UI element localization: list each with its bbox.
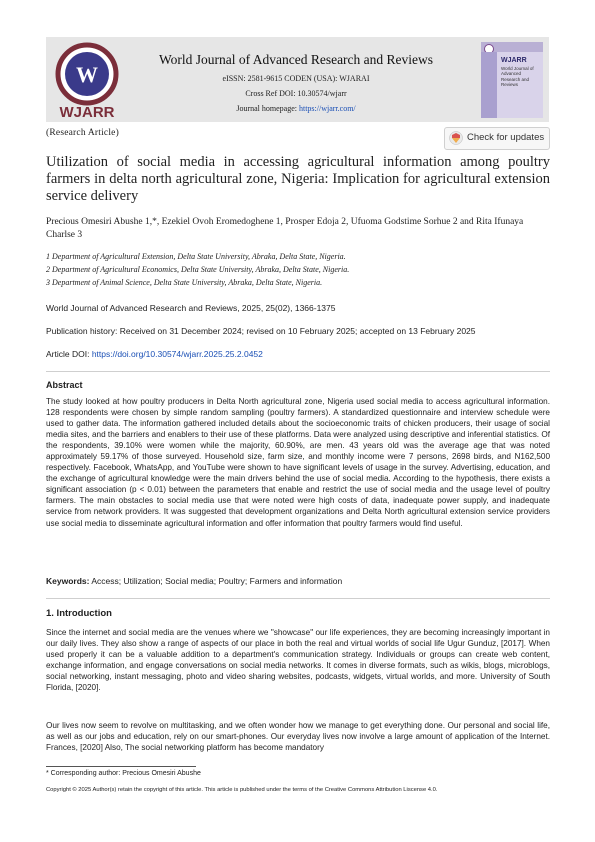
abstract-heading: Abstract [46, 380, 83, 390]
doi-label: Article DOI: [46, 349, 92, 359]
journal-crossref: Cross Ref DOI: 10.30574/wjarr [245, 89, 347, 98]
journal-issn: eISSN: 2581-9615 CODEN (USA): WJARAI [222, 74, 370, 83]
svg-text:WJARR: WJARR [59, 104, 115, 120]
author-list: Precious Omesiri Abushe 1,*, Ezekiel Ovoh Eromedoghene 1, Prosper Edoja 2, Ufuoma Godstime Sorhue 2 and Rita Ifunaya Charlse 3 [46, 217, 524, 240]
publication-history: Publication history: Received on 31 December 2024; revised on 10 February 2025; accepted on 13 February 2025 [46, 326, 476, 336]
svg-text:W: W [76, 62, 98, 87]
affiliation-2: 2 Department of Agricultural Economics, Delta State University, Abraka, Delta State, Nigeria. [46, 265, 350, 274]
article-doi [46, 349, 263, 359]
check-for-updates-button[interactable] [444, 127, 550, 150]
corresponding-author-footnote: * Corresponding author: Precious Omesiri Abushe [46, 770, 201, 777]
keywords [46, 576, 342, 586]
cover-subtitle: World Journal of Advanced Research and Reviews [501, 66, 534, 87]
keywords-list: Access; Utilization; Social media; Poultry; Farmers and information [91, 576, 343, 586]
journal-title: World Journal of Advanced Research and Reviews [158, 52, 434, 67]
intro-paragraph-1: Since the internet and social media are the venues where we "showcase" our life experiences, they are becoming increasingly important in our daily lives. They also show a range of aspects of our place in both the real and virtual worlds of social life Ugur Gunduz, [2017]. When used properly it can be a valuable addition to a department's communication strategy. Individuals or groups can create web content, exchange information, and engage conversations on social media networks. It comes in diverse formats, such as wikis, blogs, microblogs, social networking, instant messaging, photo and video sharing websites, podcasts, widgets, virtual worlds, and more. University of South Florida, [2020]. [46, 628, 550, 693]
doi-link[interactable]: https://doi.org/10.30574/wjarr.2025.25.2.0452 [91, 349, 263, 359]
citation-line: World Journal of Advanced Research and Reviews, 2025, 25(02), 1366-1375 [46, 303, 336, 313]
homepage-label: Journal homepage: [236, 104, 299, 113]
crossmark-icon [449, 131, 463, 145]
cover-side-strip [481, 52, 497, 118]
affiliation-1: 1 Department of Agricultural Extension, Delta State University, Abraka, Delta State, Nigeria. [46, 252, 346, 261]
abstract-body: The study looked at how poultry producers in Delta North agricultural zone, Nigeria used social media to access agricultural information. 128 respondents were chosen by simple random sampling (poultry farmers). A standardized questionnaire and interview schedule were used to gather data. The information gathered included details about the socioeconomic traits of chicken producers, their usage of social media sites, and the barriers and enablers to their use of these platforms. Data were analyzed using descriptive and inferential statistics. Of the respondents, 39.10% were women while the majority, 60.90%, are men. 43 years old was the average age that was noted approximately 59.17% of those surveyed. Household size, farm size, and monthly income were 7 persons, 2698 birds, and N162,500 respectively. Facebook, WhatsApp, and YouTube were shown to have significant levels of usage in the survey. Advertising, education, and the exchange of agricultural knowledge were the main drivers behind the use of social media. According to the hypothesis, there exists a significant association (p < 0.01) between the parameters that enable and restrict the use of social media and the usage level of poultry farmers. The main obstacles to social media use that were noted were high costs of data, inadequate power supply, and inadequate service from network providers. It was suggested that development organizations and Delta North agricultural extension service providers use social media to disseminate agricultural information and offer information that poultry farmers would find useful. [46, 397, 550, 528]
divider-bottom [46, 598, 550, 599]
homepage-link[interactable]: https://wjarr.com/ [298, 104, 356, 113]
footnote-rule [46, 766, 196, 767]
cover-title: WJARR [501, 57, 527, 64]
article-title: Utilization of social media in accessing agricultural information among poultry farmers in delta north agricultural zone, Nigeria: Implication for agricultural extension service delivery [46, 154, 550, 204]
divider-top [46, 371, 550, 372]
intro-paragraph-2: Our lives now seem to revolve on multitasking, and we often wonder how we manage to get everything done. Our personal and social life, as well as our jobs and education, rely on our smart-phones. Our everyday lives now involve a large amount of application of the Internet. Frances, [2020] Also, The social networking platform has become mandatory [46, 721, 550, 753]
check-for-updates-label: Check for updates [467, 132, 545, 143]
journal-homepage [126, 104, 466, 113]
section-heading-introduction: 1. Introduction [46, 608, 112, 619]
article-type: (Research Article) [46, 128, 119, 138]
keywords-label: Keywords: [46, 576, 90, 586]
affiliation-3: 3 Department of Animal Science, Delta State University, Abraka, Delta State, Nigeria. [46, 278, 323, 287]
journal-cover-thumbnail [481, 42, 543, 118]
wjarr-logo [54, 42, 120, 120]
copyright-notice: Copyright © 2025 Author(s) retain the copyright of this article. This article is published under the terms of the Creative Commons Attribution Liscense 4.0. [46, 787, 438, 793]
